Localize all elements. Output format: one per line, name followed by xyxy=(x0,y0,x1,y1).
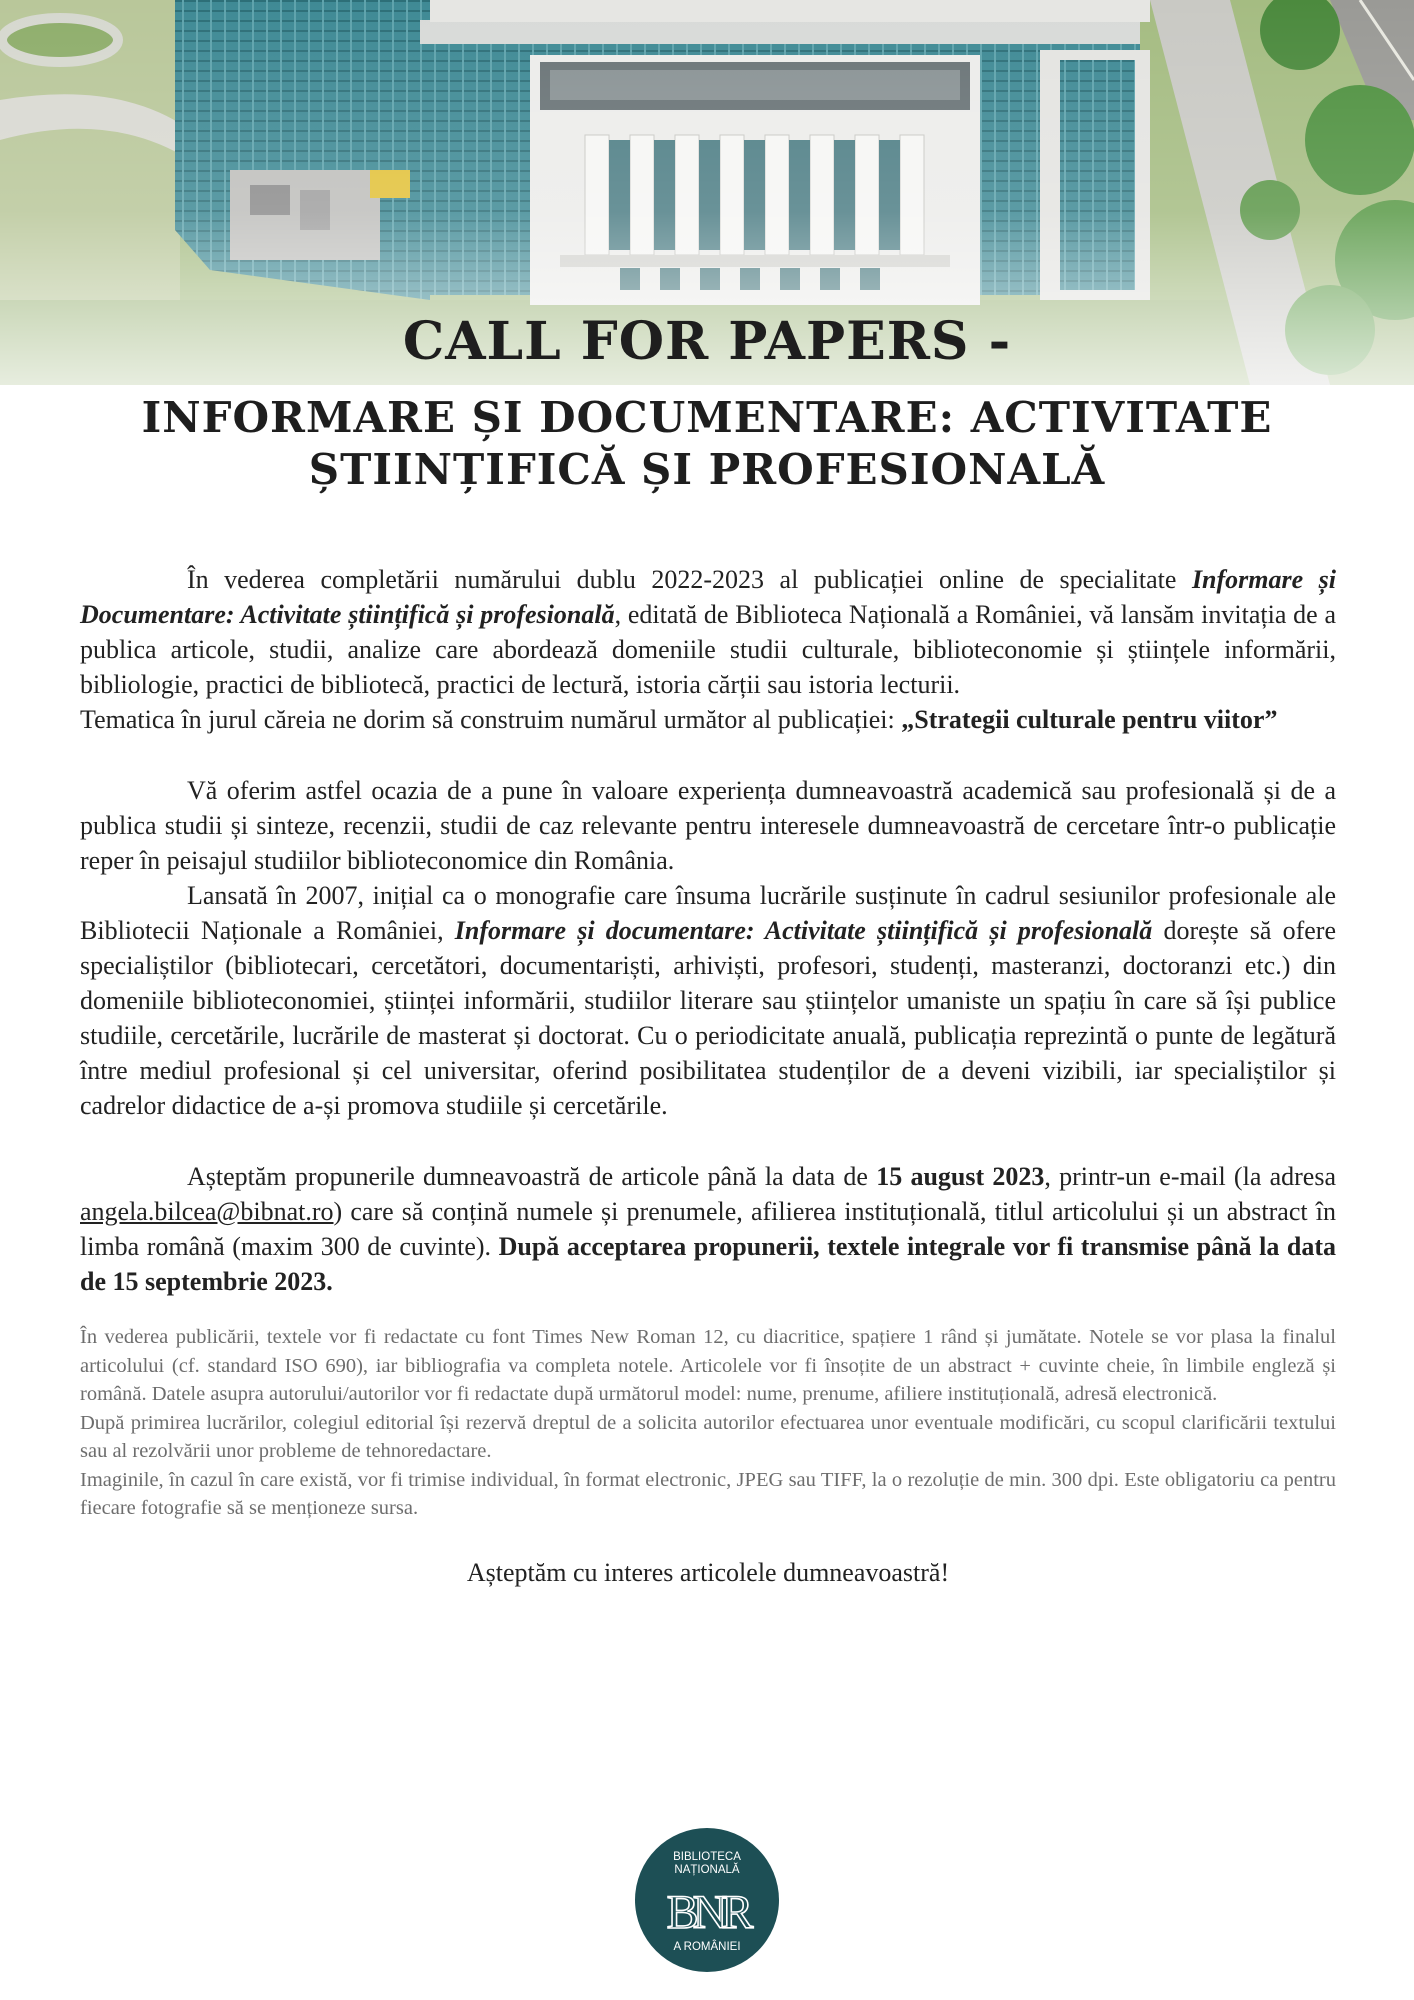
deadline-text-c: ) care să conțină numele și prenumele, afilierea instituțională, titlul articolului și un abstract în limba română (maxim 300 de cuvinte). xyxy=(80,1197,1336,1261)
publication-title xyxy=(70,392,1344,496)
intro-paragraph xyxy=(80,562,1336,702)
intro-text-a: În vederea completării numărului dublu 2022-2023 al publicației online de specialitate xyxy=(187,565,1192,594)
history-publication-name: Informare și documentare: Activitate științifică și profesională xyxy=(454,916,1153,945)
library-logo xyxy=(635,1828,779,1972)
history-text-a: Lansată în 2007, inițial ca o monografie care însuma lucrările susținute în cadrul sesiunilor profesionale ale Bibliotecii Naționale a României, xyxy=(80,881,1336,945)
history-text-b: dorește să ofere specialiștilor (bibliotecari, cercetători, documentariști, arhiviști, profesori, studenți, masteranzi, doctoranzi etc.) din domeniile biblioteconomiei, științei informării, studiilor literare sau științelor umaniste un spațiu în care să își publice studiile, cercetările, lucrările de masterat și doctorat. Cu o periodicitate anuală, publicația reprezintă o punte de legătură între mediul profesional și cel universitar, oferind posibilitatea studenților de a deveni vizibili, iar specialiștilor și cadrelor didactice de a-și promova studiile și cercetările. xyxy=(80,916,1337,1120)
deadline-paragraph xyxy=(80,1159,1336,1299)
contact-email-link[interactable]: angela.bilcea@bibnat.ro xyxy=(80,1197,334,1226)
closing-line: Așteptăm cu interes articolele dumneavoastră! xyxy=(466,1557,950,1587)
publication-title-line1: INFORMARE ȘI DOCUMENTARE: ACTIVITATE xyxy=(141,393,1273,442)
document-body xyxy=(80,562,1336,1590)
logo-text-a-romaniei: A ROMÂNIEI xyxy=(673,1941,741,1953)
history-paragraph xyxy=(80,878,1336,1123)
library-logo-badge xyxy=(635,1828,779,1972)
intro-text-b: , editată de Biblioteca Națională a României, vă lansăm invitația de a publica articole, studii, analize care abordează domeniile studii culturale, biblioteconomie și științele informării, bibliologie, practici de bibliotecă, practici de lectură, istoria cărții sau istoria lecturii. xyxy=(80,600,1336,699)
deadline-text-a: Așteptăm propunerile dumneavoastră de articole până la data de xyxy=(187,1162,877,1191)
logo-text-biblioteca: BIBLIOTECA xyxy=(673,1851,741,1863)
logo-monogram: BNR xyxy=(666,1886,748,1939)
theme-title: „Strategii culturale pentru viitor” xyxy=(901,705,1278,734)
offer-paragraph: Vă oferim astfel ocazia de a pune în valoare experiența dumneavoastră academică sau profesională și de a publica studii și sinteze, recenzii, studii de caz relevante pentru interesele dumneavoastră de cercetare într-o publicație reper în peisajul studiilor biblioteconomice din România. xyxy=(80,776,1336,875)
guideline-images: Imaginile, în cazul în care există, vor fi trimise individual, în format electronic, JPEG sau TIFF, la o rezoluție de min. 300 dpi. Este obligatoriu ca pentru fiecare fotografie să se menționeze sursa. xyxy=(80,1468,1336,1519)
title-call-for-papers: CALL FOR PAPERS - xyxy=(402,311,1012,372)
proposal-deadline-date: 15 august 2023 xyxy=(876,1162,1045,1191)
publication-title-line2: ȘTIINȚIFICĂ ȘI PROFESIONALĂ xyxy=(308,445,1106,494)
guideline-editorial: După primirea lucrărilor, colegiul editorial își rezervă dreptul de a solicita autorilor efectuarea unor eventuale modificări, cu scopul clarificării textului sau al rezolvării unor probleme de tehnoredactare. xyxy=(80,1411,1336,1462)
theme-paragraph xyxy=(80,702,1336,737)
theme-text: Tematica în jurul căreia ne dorim să construim numărul următor al publicației: xyxy=(80,705,902,734)
logo-text-nationala: NAȚIONALĂ xyxy=(674,1864,740,1876)
guideline-formatting: În vederea publicării, textele vor fi redactate cu font Times New Roman 12, cu diacritice, spațiere 1 rând și jumătate. Notele se vor plasa la finalul articolului (cf. standard ISO 690), iar bibliografia va completa notele. Articolele vor fi însoțite de un abstract + cuvinte cheie, în limbile engleză și română. Datele asupra autorului/autorilor vor fi redactate după următorul model: nume, prenume, afiliere instituțională, adresă electronică. xyxy=(80,1326,1336,1405)
deadline-text-b: , printr-un e-mail (la adresa xyxy=(1044,1162,1336,1191)
intro-publication-name: Informare și Documentare: Activitate științifică și profesională xyxy=(80,565,1337,629)
full-text-deadline: După acceptarea propunerii, textele integrale vor fi transmise până la data de 15 septembrie 2023. xyxy=(80,1232,1336,1296)
